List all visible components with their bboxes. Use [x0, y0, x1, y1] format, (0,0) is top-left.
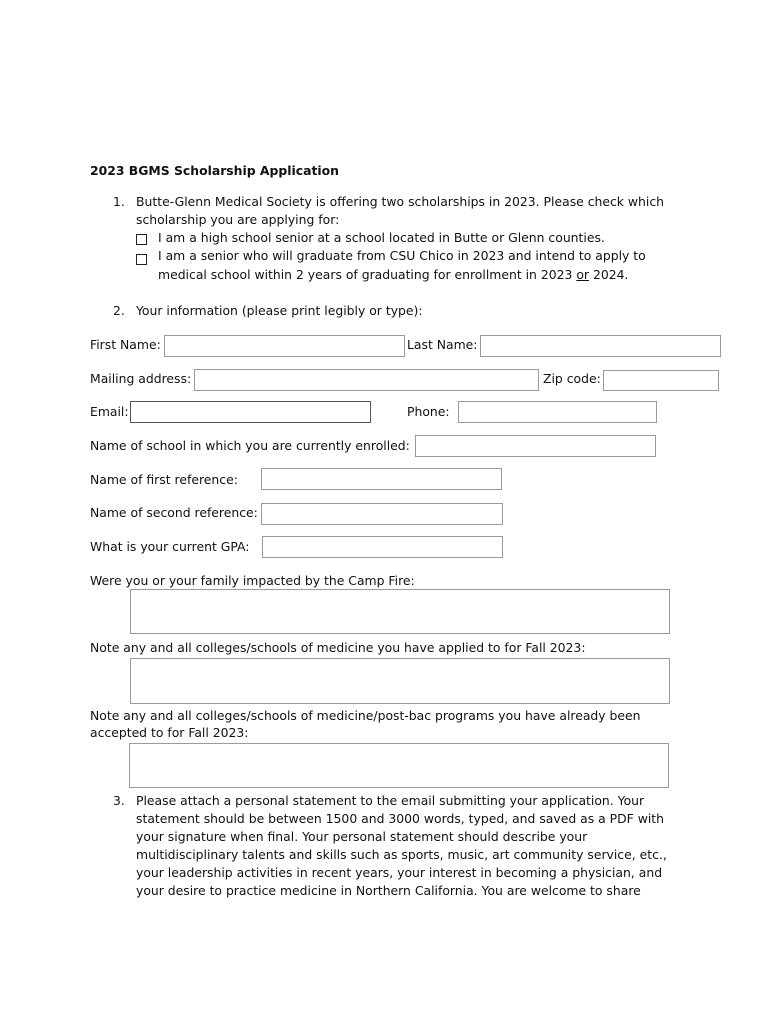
checkbox-high-school-senior[interactable]	[136, 234, 147, 245]
last-name-label: Last Name:	[407, 337, 478, 352]
gpa-label: What is your current GPA:	[90, 539, 250, 554]
item-1-line-1: Butte-Glenn Medical Society is offering two scholarships in 2023. Please check which	[136, 194, 665, 209]
option-2-or: or	[576, 267, 590, 282]
first-name-label: First Name:	[90, 337, 161, 352]
option-2-line-2a: medical school within 2 years of graduating for enrollment in 2023	[158, 267, 573, 282]
first-name-field[interactable]	[164, 335, 405, 357]
mailing-address-label: Mailing address:	[90, 371, 192, 386]
email-field[interactable]	[130, 401, 371, 423]
zip-code-label: Zip code:	[543, 371, 601, 386]
item-1-line-2: scholarship you are applying for:	[136, 212, 340, 227]
email-label: Email:	[90, 404, 129, 419]
accepted-schools-field[interactable]	[129, 743, 669, 788]
item-3-line-6: your desire to practice medicine in Northern California. You are welcome to share	[136, 883, 641, 898]
item-3-line-2: statement should be between 1500 and 3000 words, typed, and saved as a PDF with	[136, 811, 665, 826]
applied-schools-field[interactable]	[130, 658, 670, 704]
first-reference-label: Name of first reference:	[90, 472, 238, 487]
item-1-number: 1.	[113, 194, 125, 209]
phone-field[interactable]	[458, 401, 657, 423]
school-label: Name of school in which you are currently enrolled:	[90, 438, 410, 453]
option-2-line-2b: 2024.	[592, 267, 629, 282]
item-3-line-1: Please attach a personal statement to the email submitting your application. Your	[136, 793, 645, 808]
gpa-field[interactable]	[262, 536, 503, 558]
second-reference-field[interactable]	[261, 503, 503, 525]
option-2-line-1: I am a senior who will graduate from CSU Chico in 2023 and intend to apply to	[158, 248, 646, 263]
phone-label: Phone:	[407, 404, 450, 419]
item-2-text: Your information (please print legibly or type):	[136, 303, 423, 318]
item-3-line-4: multidisciplinary talents and skills such as sports, music, art community service, etc.,	[136, 847, 667, 862]
first-reference-field[interactable]	[261, 468, 502, 490]
item-2-number: 2.	[113, 303, 125, 318]
item-3-line-3: your signature when final. Your personal statement should describe your	[136, 829, 588, 844]
school-field[interactable]	[415, 435, 656, 457]
option-2-line-2	[158, 266, 628, 284]
last-name-field[interactable]	[480, 335, 721, 357]
item-3-line-5: your leadership activities in recent years, your interest in becoming a physician, and	[136, 865, 663, 880]
second-reference-label: Name of second reference:	[90, 505, 258, 520]
applied-schools-label: Note any and all colleges/schools of medicine you have applied to for Fall 2023:	[90, 640, 586, 655]
camp-fire-label: Were you or your family impacted by the Camp Fire:	[90, 573, 415, 588]
camp-fire-field[interactable]	[130, 589, 670, 634]
zip-code-field[interactable]	[603, 370, 719, 391]
checkbox-csu-chico-senior[interactable]	[136, 254, 147, 265]
accepted-schools-label-line-1: Note any and all colleges/schools of medicine/post-bac programs you have already been	[90, 708, 641, 723]
accepted-schools-label-line-2: accepted to for Fall 2023:	[90, 725, 249, 740]
item-3-number: 3.	[113, 793, 125, 808]
mailing-address-field[interactable]	[194, 369, 539, 391]
page-title: 2023 BGMS Scholarship Application	[90, 163, 339, 178]
option-1-label: I am a high school senior at a school located in Butte or Glenn counties.	[158, 230, 605, 245]
